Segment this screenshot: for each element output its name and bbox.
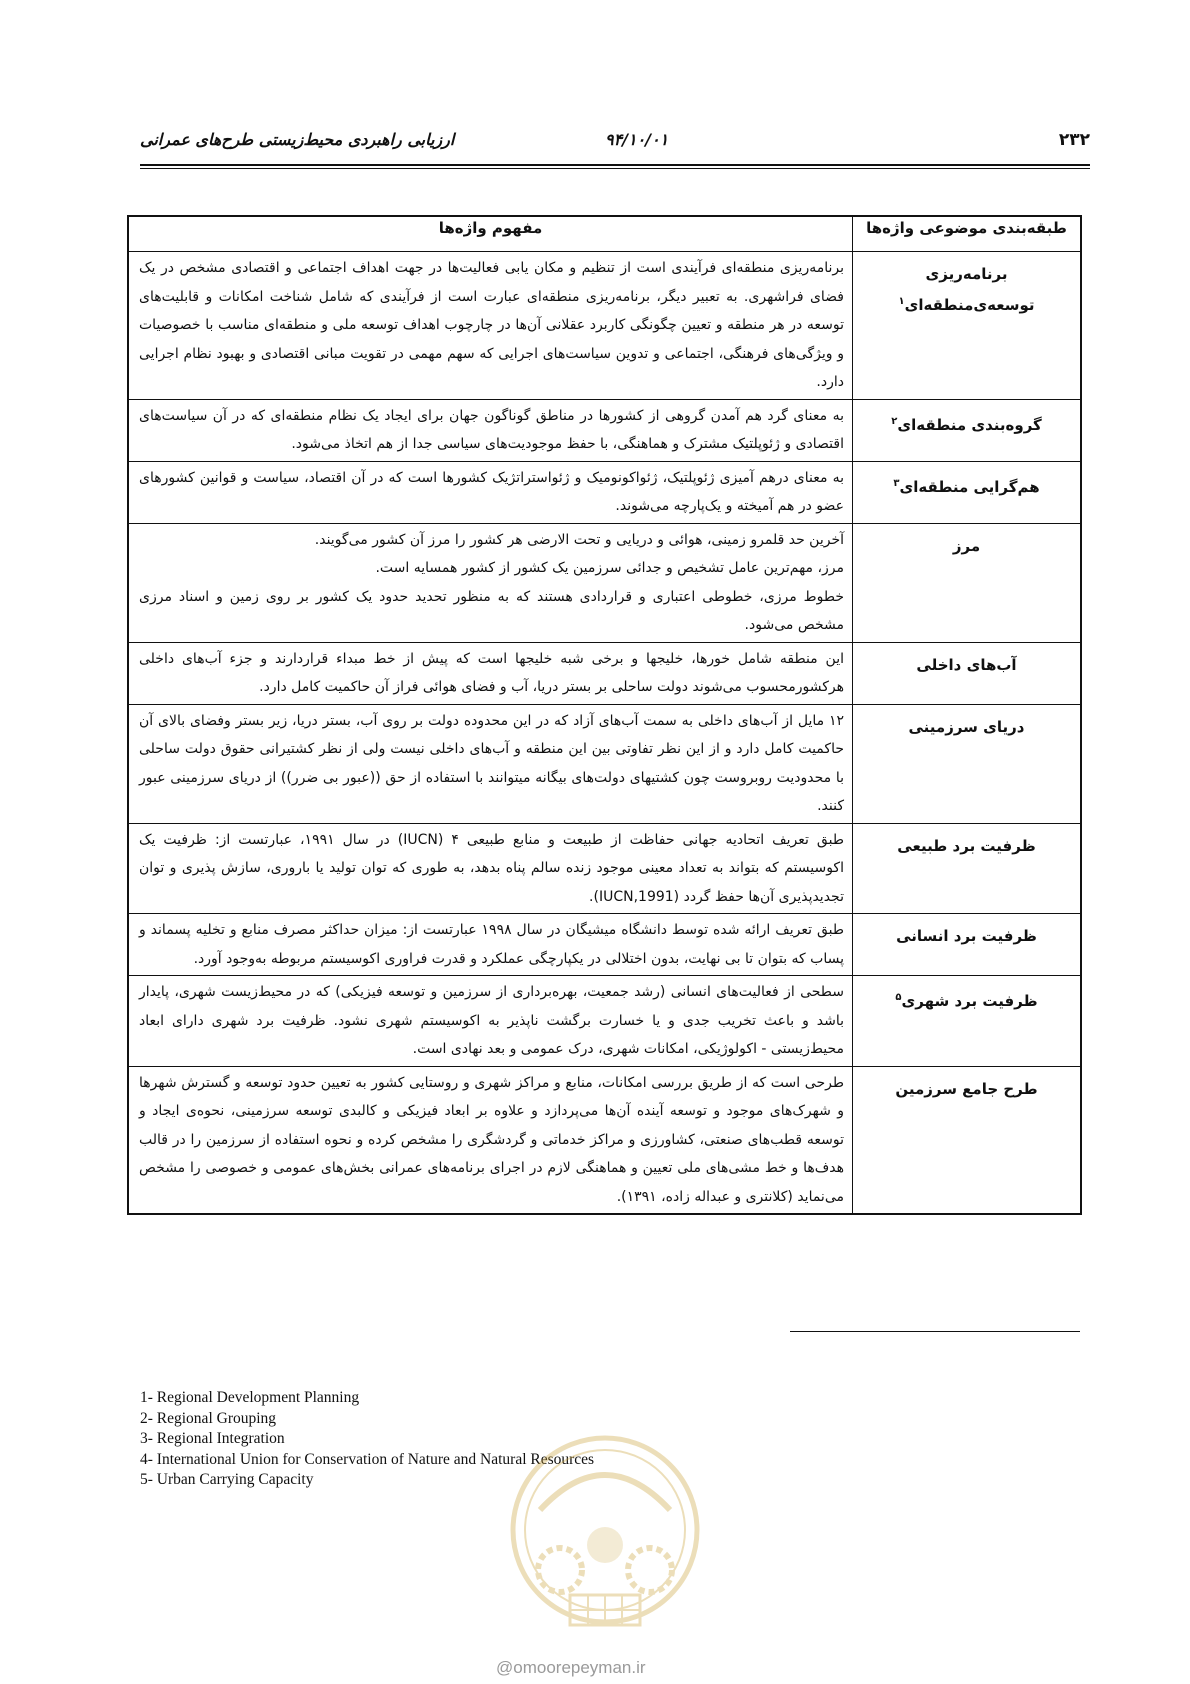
term-cell xyxy=(853,1066,1082,1214)
term-cell xyxy=(853,704,1082,823)
issue-date: ۹۴/۱۰/۰۱ xyxy=(605,130,669,149)
table-body xyxy=(128,252,1081,1215)
term-label: مرز xyxy=(952,536,981,555)
footnote-item: 4- International Union for Conservation of Nature and Natural Resources xyxy=(140,1450,595,1468)
term-label: دریای سرزمینی xyxy=(908,717,1025,736)
footnote-item: 1- Regional Development Planning xyxy=(140,1389,360,1406)
term-cell xyxy=(853,252,1082,400)
term-cell xyxy=(853,399,1082,461)
seal-logo xyxy=(500,1420,710,1660)
term-cell xyxy=(853,461,1082,523)
definition-cell xyxy=(128,252,853,400)
definition-cell xyxy=(128,976,853,1067)
footnote-marker: ۱ xyxy=(898,296,905,307)
footnote-item: 5- Urban Carrying Capacity xyxy=(140,1471,314,1488)
term-label: آب‌های داخلی xyxy=(916,655,1017,674)
running-header xyxy=(140,128,1090,154)
term-cell xyxy=(853,523,1082,642)
table-header-row xyxy=(128,216,1081,252)
definition-text: طبق تعریف ارائه شده توسط دانشگاه میشیگان در سال ۱۹۹۸ عبارتست از: میزان حداکثر مصرف منابع و تخلیه پسماند و پساب که بتوان تا بی نهایت، بدون اختلالی در یکپارچگی عملکرد و قدرت فراوری اکوسیستم مربوطه به‌وجود آورد. xyxy=(139,922,844,967)
footnote-item: 3- Regional Integration xyxy=(140,1430,285,1447)
footnote-rule xyxy=(790,1331,1080,1332)
definition-cell xyxy=(128,1066,853,1214)
term-cell xyxy=(853,914,1082,976)
definition-text: به معنای گرد هم آمدن گروهی از کشورها در مناطق گوناگون جهان برای ایجاد یک نظام منطقه‌ای که در آن سیاست‌های اقتصادی و ژئوپلتیک مشترک و هماهنگی، با حفظ موجودیت‌های سیاسی جدا از هم اتخاذ می‌شود. xyxy=(139,407,844,452)
definition-cell xyxy=(128,461,853,523)
term-cell xyxy=(853,823,1082,914)
footnote-marker: ۳ xyxy=(893,477,900,489)
definition-text: سطحی از فعالیت‌های انسانی (رشد جمعیت، بهره‌برداری از سرزمین و توسعه فیزیکی) که در محیط‌زیست شهری، پایدار باشد و باعث تخریب جدی و یا خسارت برگشت ناپذیر به اکوسیستم شهری نشود. ظرفیت برد شهری دارای ابعاد محیط‌زیستی - اکولوژیکی، امکانات شهری، درک عمومی و بعد نهادی است. xyxy=(139,984,844,1057)
terms-table xyxy=(127,215,1082,1215)
term-label: طرح جامع سرزمین xyxy=(895,1079,1038,1098)
definition-text: طرحی است که از طریق بررسی امکانات، منابع و مراکز شهری و روستایی کشور به تعیین حدود توسعه و گسترش شهرها و شهرک‌های موجود و توسعه آینده آن‌ها می‌پردازد و علاوه بر ابعاد فیزیکی و کالبدی توسعه سرزمینی، نحوه‌ی ایجاد و توسعه قطب‌های صنعتی، کشاورزی و مراکز خدماتی و گردشگری را مشخص کرده و نحوه استفاده از سرزمین را در قالب هدف‌ها و خط مشی‌های ملی تعیین و هماهنگی لازم در اجرای برنامه‌های عمرانی بخش‌های عمومی و خصوصی را مشخص می‌نماید (کلانتری و عبداله زاده، ۱۳۹۱). xyxy=(139,1074,844,1205)
term-label: گروه‌بندی منطقه‌ای xyxy=(897,415,1042,434)
table-row xyxy=(128,642,1081,704)
table-row xyxy=(128,523,1081,642)
definition-cell xyxy=(128,704,853,823)
definition-cell xyxy=(128,914,853,976)
definition-text: این منطقه شامل خورها، خلیجها و برخی شبه خلیجها است که پیش از خط مبداء قراردارند و جزء آب‌های داخلی هرکشورمحسوب می‌شوند دولت ساحلی بر بستر دریا، آب و فضای هوائی فراز آن حاکمیت کامل دارد. xyxy=(139,650,844,695)
table-row xyxy=(128,399,1081,461)
footnote-item: 2- Regional Grouping xyxy=(140,1409,277,1427)
definition-column-header: مفهوم واژه‌ها xyxy=(128,216,853,252)
term-column-header: طبقه‌بندی موضوعی واژه‌ها xyxy=(853,216,1082,252)
page-number: ۲۳۲ xyxy=(1058,130,1090,150)
term-label: ظرفیت برد شهری xyxy=(901,992,1038,1010)
definition-cell xyxy=(128,523,853,642)
footnote-marker: ۵ xyxy=(895,992,902,1003)
definition-text: طبق تعریف اتحادیه جهانی حفاظت از طبیعت و منابع طبیعی ۴ (IUCN) در سال ۱۹۹۱، عبارتست از: ظرفیت یک اکوسیستم که بتواند به تعداد معینی موجود زنده سالم پناه بدهد، به طوری که توان تولید یا باروری، سازش پذیری و توان تجدیدپذیری آن‌ها حفظ گردد (IUCN,1991). xyxy=(139,831,844,905)
watermark-text: @omoorepeyman.ir xyxy=(496,1658,646,1677)
table-row xyxy=(128,461,1081,523)
definition-text: آخرین حد قلمرو زمینی، هوائی و دریایی و تحت الارضی هر کشور را مرز آن کشور می‌گویند. مرز، مهم‌ترین عامل تشخیص و جدائی سرزمین یک کشور از کشور همسایه است. خطوط مرزی، خطوطی اعتباری و قراردادی هستند که به منظور تحدید حدود یک کشور بر روی زمین و اسناد مرزی مشخص می‌شود. xyxy=(139,531,844,633)
definition-cell xyxy=(128,399,853,461)
table-row xyxy=(128,252,1081,400)
table-row xyxy=(128,823,1081,914)
footnote-marker: ۲ xyxy=(891,415,898,427)
definition-text: به معنای درهم آمیزی ژئوپلتیک، ژئواکونومیک و ژئواستراتژیک کشورها است که در آن اقتصاد، سیاست و قوانین کشورهای عضو در هم آمیخته و یک‌پارچه می‌شوند. xyxy=(139,469,844,514)
definition-cell xyxy=(128,642,853,704)
table-row xyxy=(128,914,1081,976)
header-rule xyxy=(140,164,1090,169)
definition-text: ۱۲ مایل از آب‌های داخلی به سمت آب‌های آزاد که در این محدوده دولت بر روی آب، بستر دریا، زیر بستر وفضای بالای آن حاکمیت کامل دارد و از این نظر تفاوتی بین این منطقه و آب‌های داخلی نیست ولی از نظر کشتیرانی حقوق دولت ساحلی با محدودیت روبروست چون کشتیهای دولت‌های بیگانه میتوانند با استفاده از حق ((عبور بی ضرر)) از دریای سرزمینی عبور کنند. xyxy=(139,712,844,814)
term-label: ظرفیت برد طبیعی xyxy=(897,836,1036,855)
definition-text: برنامه‌ریزی منطقه‌ای فرآیندی است از تنظیم و مکان یابی فعالیت‌ها در جهت اهداف اجتماعی و اقتصادی مشخص در یک فضای فراشهری. به تعبیر دیگر، برنامه‌ریزی منطقه‌ای عبارت است از فرآیندی که شامل شناخت امکانات و قابلیت‌های توسعه در هر منطقه و تعیین چگونگی کاربرد عقلانی آن‌ها در چارچوب اهداف توسعه ملی و منطقه‌ای مناسب با خصوصیات و ویژگی‌های فرهنگی، اجتماعی و تدوین سیاست‌های اجرایی که سهم مهمی در تقویت مبانی اقتصادی و بهبود نظام اجرایی دارد. xyxy=(139,260,844,390)
term-cell xyxy=(853,642,1082,704)
definition-cell xyxy=(128,823,853,914)
term-label: ظرفیت برد انسانی xyxy=(896,927,1037,945)
running-title: ارزیابی راهبردی محیط‌زیستی طرح‌های عمرانی xyxy=(140,130,455,149)
term-label: برنامه‌ریزی توسعه‌ی‌منطقه‌ای xyxy=(904,265,1035,314)
table-row xyxy=(128,976,1081,1067)
term-cell xyxy=(853,976,1082,1067)
table-row xyxy=(128,1066,1081,1214)
term-label: هم‌گرایی منطقه‌ای xyxy=(899,477,1040,496)
table-row xyxy=(128,704,1081,823)
